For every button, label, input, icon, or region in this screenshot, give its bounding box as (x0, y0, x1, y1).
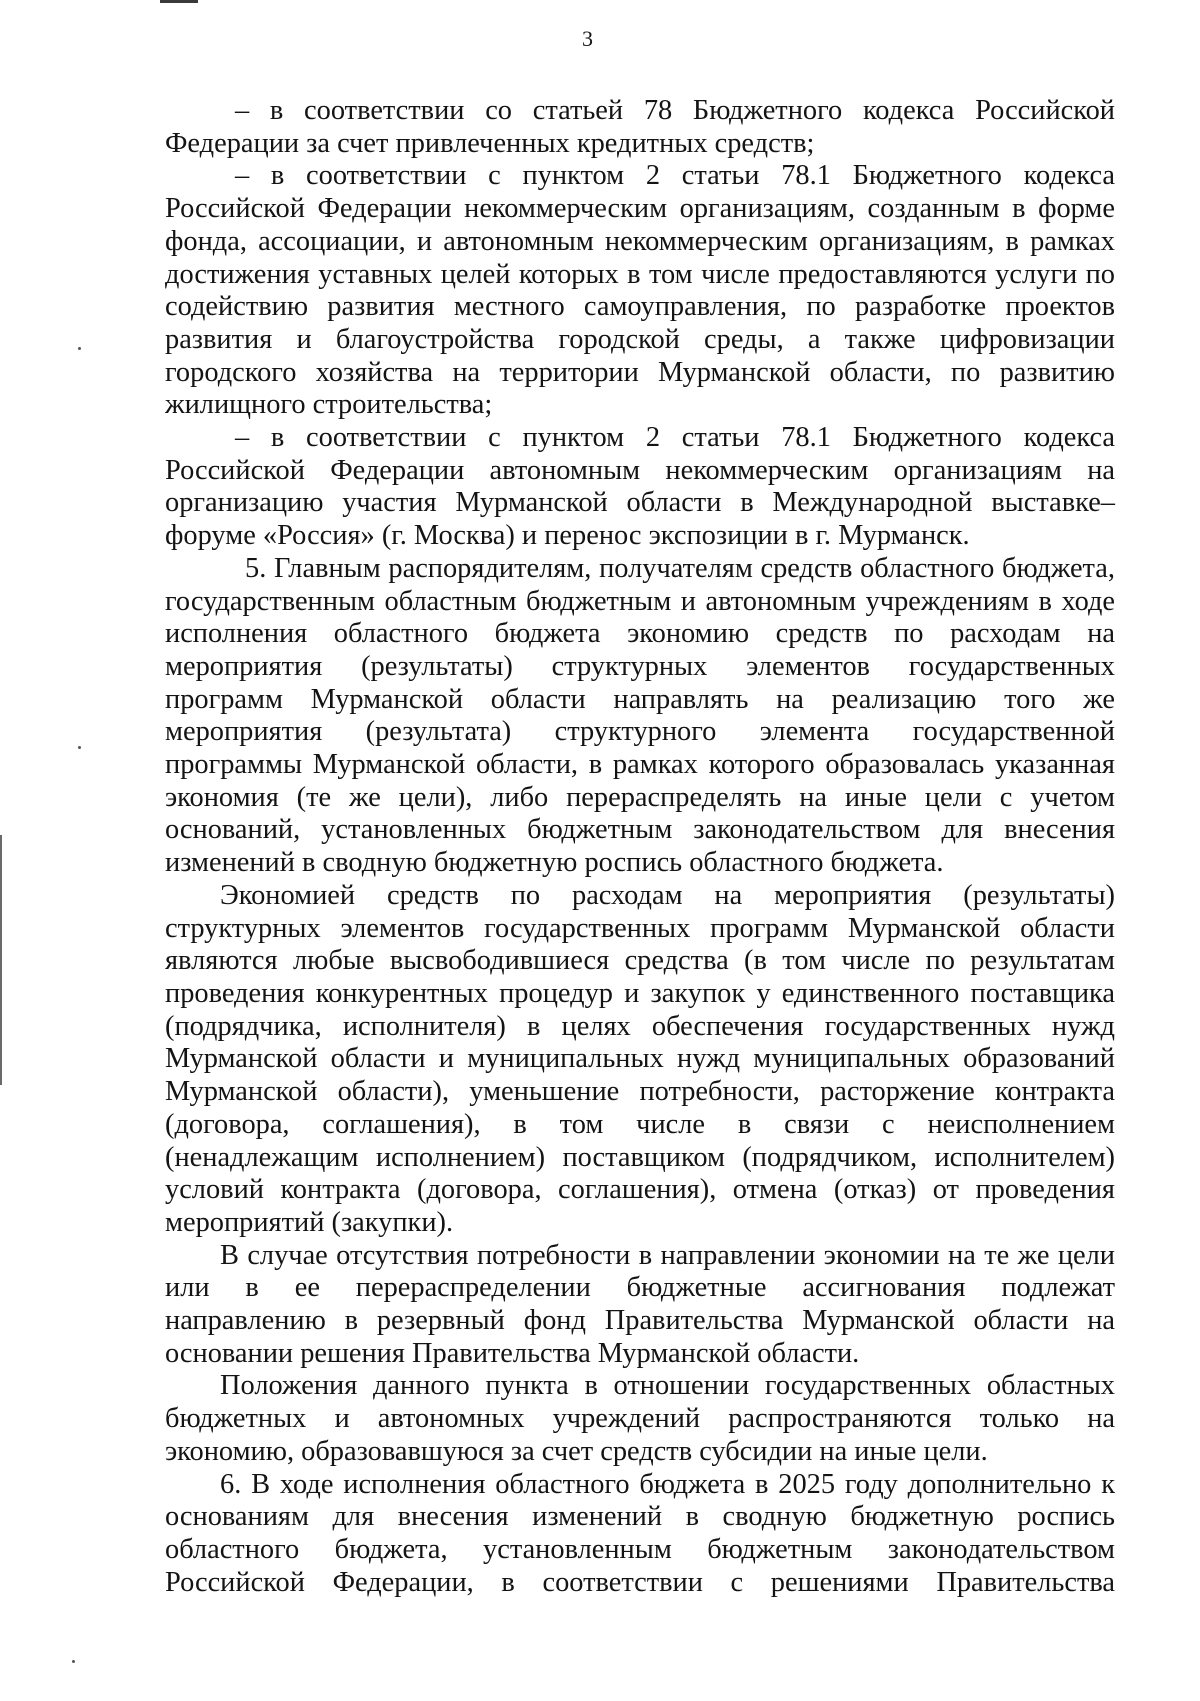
text-line: или в ее перераспределении бюджетные ассигнования подлежат (165, 1272, 1115, 1304)
text-line: – в соответствии со статьей 78 Бюджетного кодекса Российской (235, 95, 1115, 126)
text-line: мероприятия (результаты) структурных элементов государственных (165, 650, 1115, 682)
paragraph-item-5 (165, 553, 1115, 880)
text-line: (подрядчика, исполнителя) в целях обеспечения государственных нужд (165, 1010, 1115, 1042)
text-line: форуме «Россия» (г. Москва) и перенос экспозиции в г. Мурманск. (165, 520, 970, 552)
paragraph-budget-code-art78-1-forum (165, 422, 1115, 553)
paragraph-budget-code-art78-1-nko (165, 160, 1115, 422)
text-line: (ненадлежащим исполнением) поставщиком (подрядчиком, исполнителем) (165, 1141, 1115, 1173)
text-line: изменений в сводную бюджетную роспись областного бюджета. (165, 847, 944, 879)
text-line: мероприятий (закупки). (165, 1206, 454, 1238)
text-line: фонда, ассоциации, и автономным некоммерческим организациям, в рамках (165, 225, 1115, 257)
scan-speck (78, 746, 81, 749)
text-line: структурных элементов государственных программ Мурманской области (165, 912, 1115, 944)
text-line: Федерации за счет привлеченных кредитных средств; (165, 127, 815, 159)
text-line: Российской Федерации, в соответствии с решениями Правительства (165, 1566, 1115, 1598)
text-line: Мурманской области), уменьшение потребности, расторжение контракта (165, 1076, 1115, 1108)
page-number: 3 (582, 26, 593, 51)
text-line: В случае отсутствия потребности в направлении экономии на те же цели (220, 1239, 1115, 1271)
text-line: основаниям для внесения изменений в сводную бюджетную роспись (165, 1501, 1115, 1533)
text-line: бюджетных и автономных учреждений распространяются только на (165, 1403, 1115, 1435)
text-line: областного бюджета, установленным бюджетным законодательством (165, 1533, 1115, 1565)
text-line: содействию развития местного самоуправления, по разработке проектов (165, 291, 1115, 323)
text-line: программы Мурманской области, в рамках которого образовалась указанная (165, 749, 1115, 781)
text-line: условий контракта (договора, соглашения), отмена (отказ) от проведения (165, 1174, 1115, 1206)
paragraph-economy-definition (165, 880, 1115, 1240)
text-line: жилищного строительства; (165, 389, 493, 421)
text-line: исполнения областного бюджета экономию средств по расходам на (165, 618, 1115, 650)
paragraph-item-6 (165, 1469, 1115, 1600)
text-line: 5. Главным распорядителям, получателям средств областного бюджета, (245, 552, 1115, 584)
text-line: Экономией средств по расходам на мероприятия (результаты) (220, 879, 1115, 911)
scan-left-edge (0, 835, 2, 1085)
text-line: Мурманской области и муниципальных нужд муниципальных образований (165, 1043, 1115, 1075)
text-line: экономия (те же цели), либо перераспределять на иные цели с учетом (165, 781, 1115, 813)
paragraph-provisions-scope (165, 1370, 1115, 1468)
paragraph-reserve-fund (165, 1240, 1115, 1371)
text-line: экономию, образовавшуюся за счет средств субсидии на иные цели. (165, 1435, 988, 1467)
text-line: оснований, установленных бюджетным законодательством для внесения (165, 814, 1115, 846)
text-line: основании решения Правительства Мурманской области. (165, 1337, 860, 1369)
text-line: программ Мурманской области направлять на реализацию того же (165, 683, 1115, 715)
text-line: – в соответствии с пунктом 2 статьи 78.1 Бюджетного кодекса (235, 422, 1115, 454)
text-line: развития и благоустройства городской среды, а также цифровизации (165, 323, 1115, 355)
text-line: государственным областным бюджетным и автономным учреждениям в ходе (165, 585, 1115, 617)
text-line: 6. В ходе исполнения областного бюджета в 2025 году дополнительно к (220, 1468, 1115, 1500)
text-line: – в соответствии с пунктом 2 статьи 78.1 Бюджетного кодекса (235, 160, 1115, 192)
scan-edge-mark (160, 0, 198, 3)
paragraph-budget-code-art78 (165, 95, 1115, 160)
text-line: мероприятия (результата) структурного элемента государственной (165, 716, 1115, 748)
text-line: направлению в резервный фонд Правительства Мурманской области на (165, 1305, 1115, 1337)
text-line: Положения данного пункта в отношении государственных областных (220, 1370, 1115, 1402)
text-line: организацию участия Мурманской области в Международной выставке– (165, 487, 1115, 519)
text-line: Российской Федерации некоммерческим организациям, созданным в форме (165, 193, 1115, 225)
scan-speck (72, 1660, 75, 1663)
text-line: городского хозяйства на территории Мурманской области, по развитию (165, 356, 1115, 388)
text-line: Российской Федерации автономным некоммерческим организациям на (165, 454, 1115, 486)
document-body (165, 95, 1115, 1599)
text-line: проведения конкурентных процедур и закупок у единственного поставщика (165, 977, 1115, 1009)
text-line: являются любые высвободившиеся средства (в том числе по результатам (165, 945, 1115, 977)
text-line: (договора, соглашения), в том числе в связи с неисполнением (165, 1108, 1115, 1140)
text-line: достижения уставных целей которых в том числе предоставляются услуги по (165, 258, 1115, 290)
scan-speck (78, 347, 81, 350)
